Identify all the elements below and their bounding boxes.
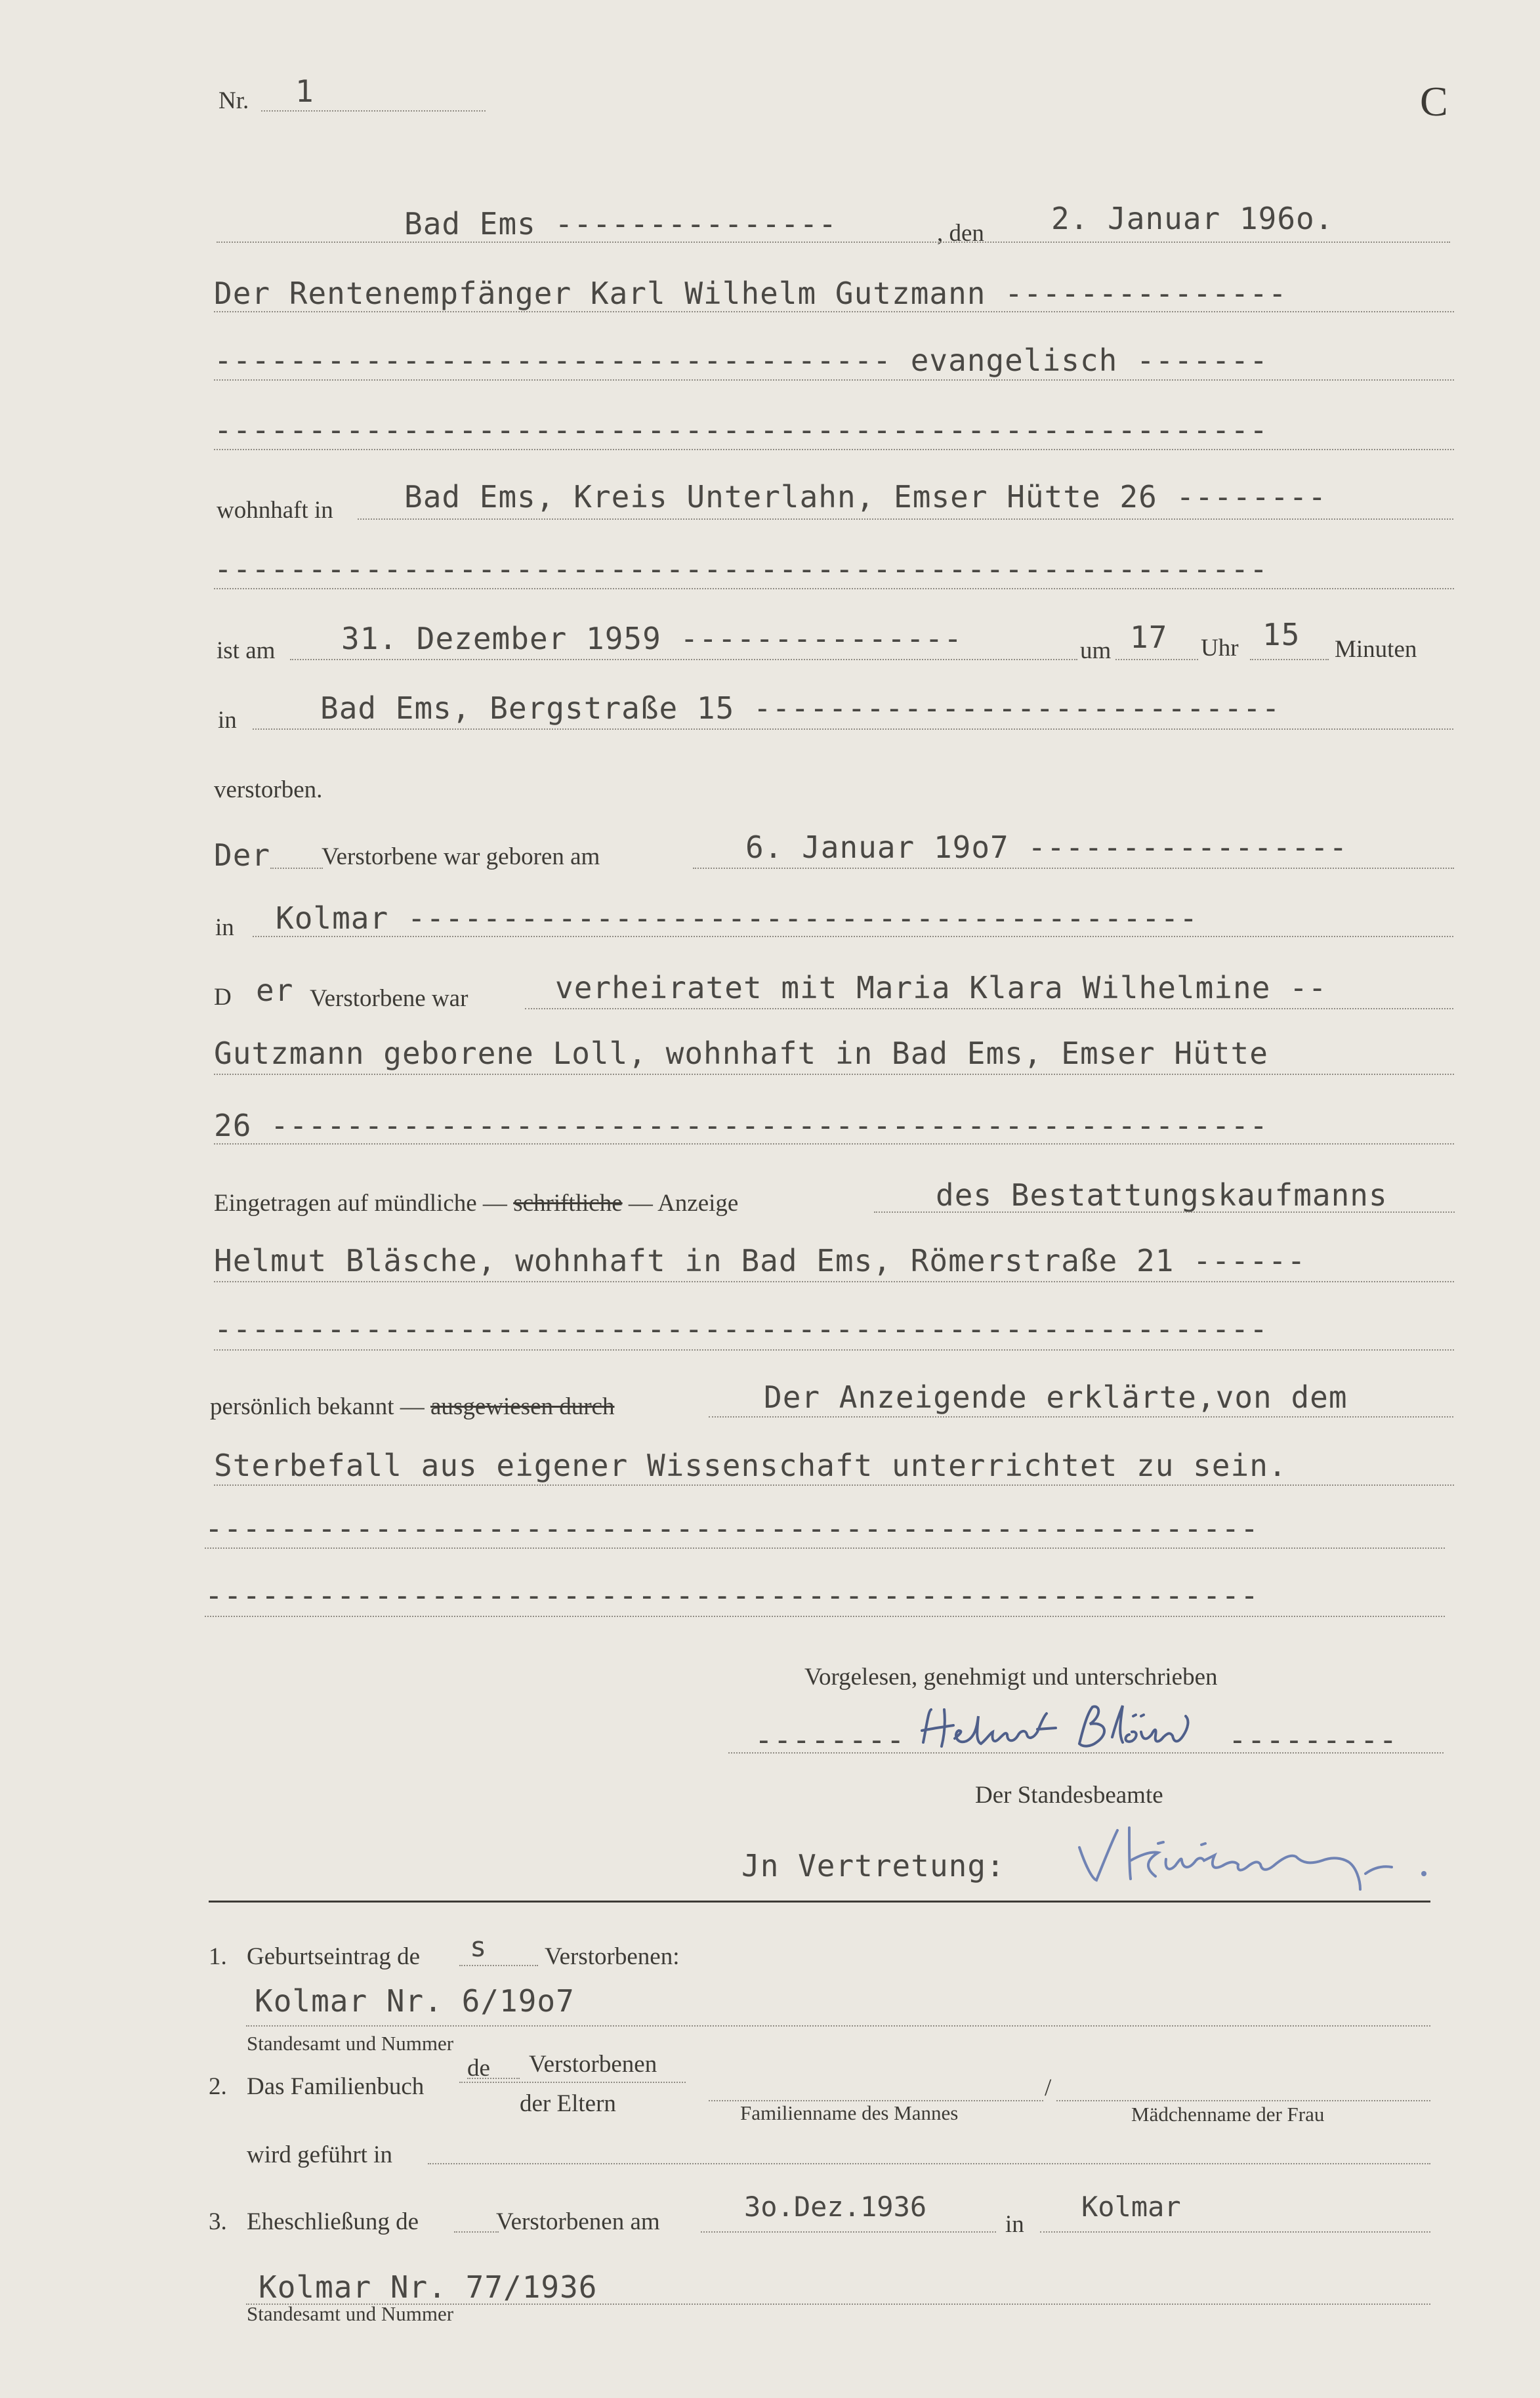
deceased-dotline-2 — [214, 379, 1454, 381]
note-2-mann-label: Familienname des Mannes — [740, 2101, 959, 2124]
note-1-value: Kolmar Nr. 6/19o7 — [255, 1983, 575, 2019]
verstorben-label: verstorben. — [214, 776, 323, 803]
note-3-label-2: Verstorbenen am — [496, 2208, 660, 2235]
nr-label: Nr. — [219, 87, 249, 114]
identification-line-2: Sterbefall aus eigener Wissenschaft unterrichtet zu sein. — [214, 1448, 1287, 1483]
section-divider — [209, 1901, 1430, 1903]
identification-label-struck: ausgewiesen durch — [430, 1393, 615, 1420]
note-1-label-2: Verstorbenen: — [545, 1943, 680, 1970]
registrar-label: Der Standesbeamte — [975, 1782, 1163, 1809]
residence-label: wohnhaft in — [217, 497, 333, 524]
note-2-de: de — [467, 2055, 490, 2082]
nr-dotline — [261, 110, 486, 112]
identification-line-3: -------------------------------------------------------- — [205, 1511, 1259, 1546]
birth-place-value: Kolmar ------------------------------------------ — [276, 900, 1199, 936]
note-1-standesamt-label: Standesamt und Nummer — [247, 2032, 454, 2055]
note-2-de-dotline — [467, 2078, 520, 2079]
identification-dotline-3 — [205, 1547, 1445, 1549]
note-3-in: in — [1005, 2211, 1024, 2238]
note-2-slash: / — [1045, 2074, 1052, 2101]
note-2-gefuehrt: wird geführt in — [247, 2141, 392, 2168]
identification-dotline — [709, 1416, 1453, 1418]
registration-dotline-2 — [214, 1281, 1454, 1282]
note-3-value: Kolmar Nr. 77/1936 — [259, 2269, 598, 2305]
residence-line-2: -------------------------------------------------------- — [214, 551, 1268, 587]
series-letter: C — [1420, 78, 1448, 125]
registration-label-suffix: — Anzeige — [628, 1190, 739, 1217]
note-3-de-dotline — [454, 2231, 499, 2233]
note-1-typed: s — [470, 1931, 487, 1963]
informant-dashes-right: --------- — [1228, 1722, 1398, 1757]
registration-dotline-3 — [214, 1349, 1454, 1351]
identification-value: Der Anzeigende erklärte,von dem — [764, 1379, 1348, 1415]
death-date-value: 31. Dezember 1959 --------------- — [341, 621, 963, 656]
uhr-label: Uhr — [1201, 635, 1239, 662]
place-value: Bad Ems --------------- — [404, 206, 837, 242]
note-3-date: 3o.Dez.1936 — [744, 2191, 927, 2223]
note-2-choice-divider — [459, 2082, 686, 2083]
residence-dotline — [358, 518, 1453, 520]
registration-value: des Bestattungskaufmanns — [936, 1177, 1388, 1213]
approval-label: Vorgelesen, genehmigt und unterschrieben — [804, 1664, 1218, 1691]
marital-d-label: D — [214, 984, 232, 1011]
note-1-dotline — [459, 1965, 538, 1966]
registration-label — [214, 1189, 738, 1217]
um-label: um — [1080, 637, 1112, 664]
residence-dotline-2 — [214, 588, 1454, 589]
marital-value: verheiratet mit Maria Klara Wilhelmine -- — [555, 970, 1327, 1005]
note-2-frau-label: Mädchenname der Frau — [1131, 2103, 1325, 2126]
deceased-line-3: -------------------------------------------------------- — [214, 412, 1268, 448]
note-1-number: 1. — [209, 1943, 227, 1970]
informant-signature — [915, 1696, 1230, 1769]
marital-er-typed: er — [256, 973, 294, 1008]
note-2-eltern: der Eltern — [520, 2090, 616, 2117]
den-label: , den — [937, 220, 984, 247]
death-minutes: 15 — [1262, 617, 1301, 652]
identification-label-prefix: persönlich bekannt — — [210, 1393, 425, 1420]
note-1-value-dotline — [246, 2025, 1430, 2027]
marital-dotline-3 — [214, 1143, 1454, 1145]
identification-label — [210, 1393, 614, 1421]
birth-date-value: 6. Januar 19o7 ----------------- — [745, 830, 1348, 865]
registration-label-prefix: Eingetragen auf mündliche — — [214, 1190, 507, 1217]
note-3-date-dotline — [701, 2231, 996, 2233]
deceased-line-2: ------------------------------------ evangelisch ------- — [214, 343, 1268, 378]
note-3-label: Eheschließung de — [247, 2208, 419, 2235]
death-place-label: in — [218, 707, 237, 734]
note-3-place-dotline — [1040, 2231, 1430, 2233]
birth-label: Verstorbene war geboren am — [322, 843, 600, 870]
marital-label: Verstorbene war — [310, 985, 468, 1012]
identification-line-4: -------------------------------------------------------- — [205, 1578, 1259, 1613]
death-place-value: Bad Ems, Bergstraße 15 ---------------------------- — [320, 690, 1281, 726]
registration-line-3: -------------------------------------------------------- — [214, 1311, 1268, 1347]
deputy-label: Jn Vertretung: — [741, 1848, 1005, 1883]
note-2-verstorbenen: Verstorbenen — [529, 2051, 657, 2078]
hour-dotline — [1115, 659, 1198, 660]
der-dotline — [270, 868, 323, 869]
registrar-signature — [1066, 1808, 1440, 1906]
note-2-gefuehrt-dotline — [428, 2163, 1430, 2164]
nr-value: 1 — [295, 74, 314, 109]
marital-dotline-2 — [214, 1074, 1454, 1075]
death-date-label: ist am — [217, 637, 276, 664]
identification-dotline-4 — [205, 1616, 1445, 1617]
deceased-dotline-1 — [214, 311, 1454, 312]
marital-line-2: Gutzmann geborene Loll, wohnhaft in Bad Ems, Emser Hütte — [214, 1036, 1268, 1071]
deceased-line-1: Der Rentenempfänger Karl Wilhelm Gutzmann --------------- — [214, 276, 1287, 311]
birth-place-dotline — [253, 936, 1453, 937]
death-place-dotline — [253, 728, 1453, 730]
registration-label-struck: schriftliche — [513, 1190, 623, 1217]
minutes-dotline — [1250, 659, 1329, 660]
death-hour: 17 — [1130, 620, 1168, 655]
marital-dotline — [525, 1008, 1453, 1009]
note-3-standesamt-label: Standesamt und Nummer — [247, 2302, 454, 2325]
informant-dashes-left: -------- — [755, 1722, 905, 1757]
identification-dotline-2 — [214, 1484, 1454, 1486]
note-2-number: 2. — [209, 2073, 227, 2100]
date-value: 2. Januar 196o. — [1051, 201, 1334, 236]
birth-date-dotline — [693, 868, 1454, 869]
residence-value: Bad Ems, Kreis Unterlahn, Emser Hütte 26 -------- — [404, 479, 1327, 515]
note-3-place: Kolmar — [1081, 2191, 1181, 2223]
deceased-dotline-3 — [214, 449, 1454, 450]
death-date-dotline — [290, 659, 1077, 660]
birth-place-label: in — [215, 914, 234, 941]
signature-dotline — [728, 1752, 1444, 1754]
marital-line-3: 26 ----------------------------------------------------- — [214, 1108, 1268, 1143]
birth-der-typed: Der — [214, 837, 271, 873]
note-3-number: 3. — [209, 2208, 227, 2235]
minuten-label: Minuten — [1335, 636, 1417, 663]
note-2-frau-dotline — [1056, 2100, 1430, 2101]
registration-dotline — [874, 1211, 1455, 1213]
note-1-label: Geburtseintrag de — [247, 1943, 421, 1970]
place-dotline — [217, 242, 1450, 243]
note-2-label: Das Familienbuch — [247, 2073, 425, 2100]
registration-line-2: Helmut Bläsche, wohnhaft in Bad Ems, Römerstraße 21 ------ — [214, 1243, 1306, 1278]
